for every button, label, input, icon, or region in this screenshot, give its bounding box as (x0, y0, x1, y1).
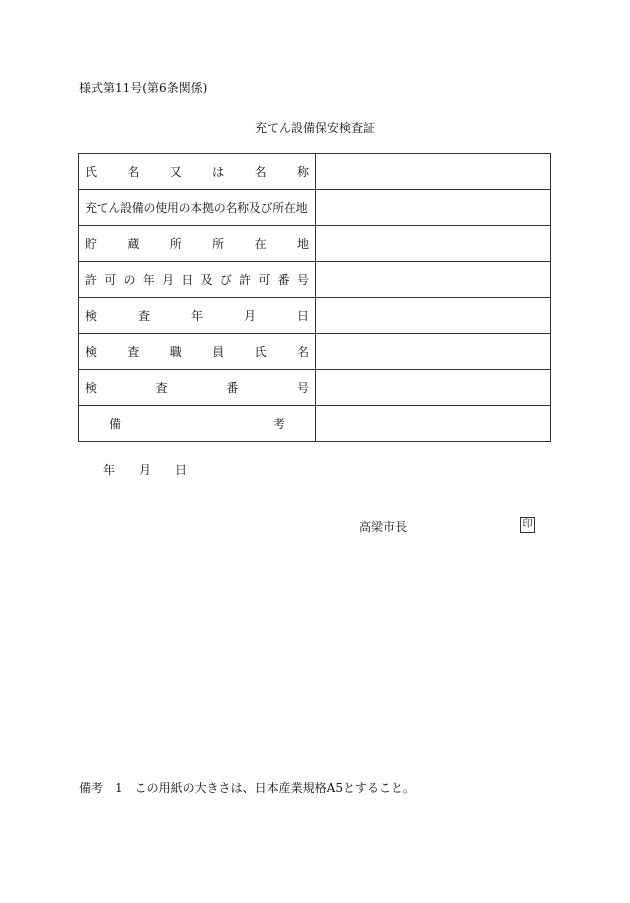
label-char: 号 (296, 273, 309, 287)
label-char: 査 (127, 345, 140, 359)
notes-text: この用紙の大きさは、日本産業規格A5とすること。 (134, 781, 415, 795)
label-char: 職 (169, 345, 182, 359)
table-row (79, 334, 551, 370)
label-char: 所 (212, 237, 225, 251)
label-char: 称 (296, 165, 309, 179)
label-char: 地 (296, 237, 309, 251)
label-char: 年 (142, 273, 155, 287)
table-row (79, 262, 551, 298)
label-char: は (212, 165, 225, 179)
row-value-inspector-name[interactable] (316, 334, 551, 370)
label-char: 日 (296, 309, 309, 323)
label-char: 検 (85, 345, 98, 359)
label-char: 名 (127, 165, 140, 179)
label-char: 号 (296, 381, 309, 395)
row-label-name (79, 154, 316, 190)
row-label-permit-date-number (79, 262, 316, 298)
document-title: 充てん設備保安検査証 (254, 121, 375, 135)
label-char: 日 (181, 273, 194, 287)
label-char: 所 (169, 237, 182, 251)
label-char: 名 (296, 345, 309, 359)
label-char: 氏 (85, 165, 98, 179)
label-char: の (123, 273, 136, 287)
row-label-base-location (79, 190, 316, 226)
label-char: 月 (243, 309, 256, 323)
issuer-name: 高梁市長 (359, 520, 408, 534)
label-char: 検 (85, 381, 98, 395)
label-char: 名 (254, 165, 267, 179)
row-label-inspection-number (79, 370, 316, 406)
notes-number: 1 (115, 781, 123, 795)
notes (79, 780, 415, 796)
label-char: 在 (254, 237, 267, 251)
label-char: 番 (226, 381, 239, 395)
row-value-name[interactable] (316, 154, 551, 190)
label-char: 備 (109, 417, 122, 431)
label-char: 査 (137, 309, 150, 323)
label-char: 可 (258, 273, 271, 287)
label-char: 貯 (85, 237, 98, 251)
label-char: 許 (85, 273, 98, 287)
table-row (79, 370, 551, 406)
label-text: 充てん設備の使用の本拠の名称及び所在地 (85, 201, 308, 215)
label-char: 及 (200, 273, 213, 287)
notes-heading: 備考 (79, 781, 104, 795)
label-char: 考 (272, 417, 285, 431)
label-char: 氏 (254, 345, 267, 359)
issue-date (103, 462, 187, 478)
label-char: 許 (239, 273, 252, 287)
label-char: 員 (212, 345, 225, 359)
date-year: 年 (103, 463, 116, 477)
row-value-remarks[interactable] (316, 406, 551, 442)
label-char: 年 (190, 309, 203, 323)
label-char: 番 (277, 273, 290, 287)
date-day: 日 (175, 463, 188, 477)
row-label-inspector-name (79, 334, 316, 370)
table-row (79, 406, 551, 442)
label-char: 蔵 (127, 237, 140, 251)
label-char: 可 (104, 273, 117, 287)
table-row (79, 226, 551, 262)
row-label-inspection-date (79, 298, 316, 334)
label-char: 査 (155, 381, 168, 395)
table-row (79, 154, 551, 190)
certificate-table (78, 153, 551, 442)
row-value-base-location[interactable] (316, 190, 551, 226)
label-char: 月 (162, 273, 175, 287)
label-char: 又 (169, 165, 182, 179)
label-char: び (219, 273, 232, 287)
row-value-inspection-date[interactable] (316, 298, 551, 334)
row-value-permit-date-number[interactable] (316, 262, 551, 298)
row-label-remarks (79, 406, 316, 442)
seal-mark: 印 (520, 517, 535, 533)
row-value-inspection-number[interactable] (316, 370, 551, 406)
form-number: 様式第11号(第6条関係) (79, 81, 208, 95)
date-month: 月 (139, 463, 152, 477)
table-row (79, 190, 551, 226)
table-row (79, 298, 551, 334)
label-char: 検 (85, 309, 98, 323)
row-value-storage-location[interactable] (316, 226, 551, 262)
row-label-storage-location (79, 226, 316, 262)
